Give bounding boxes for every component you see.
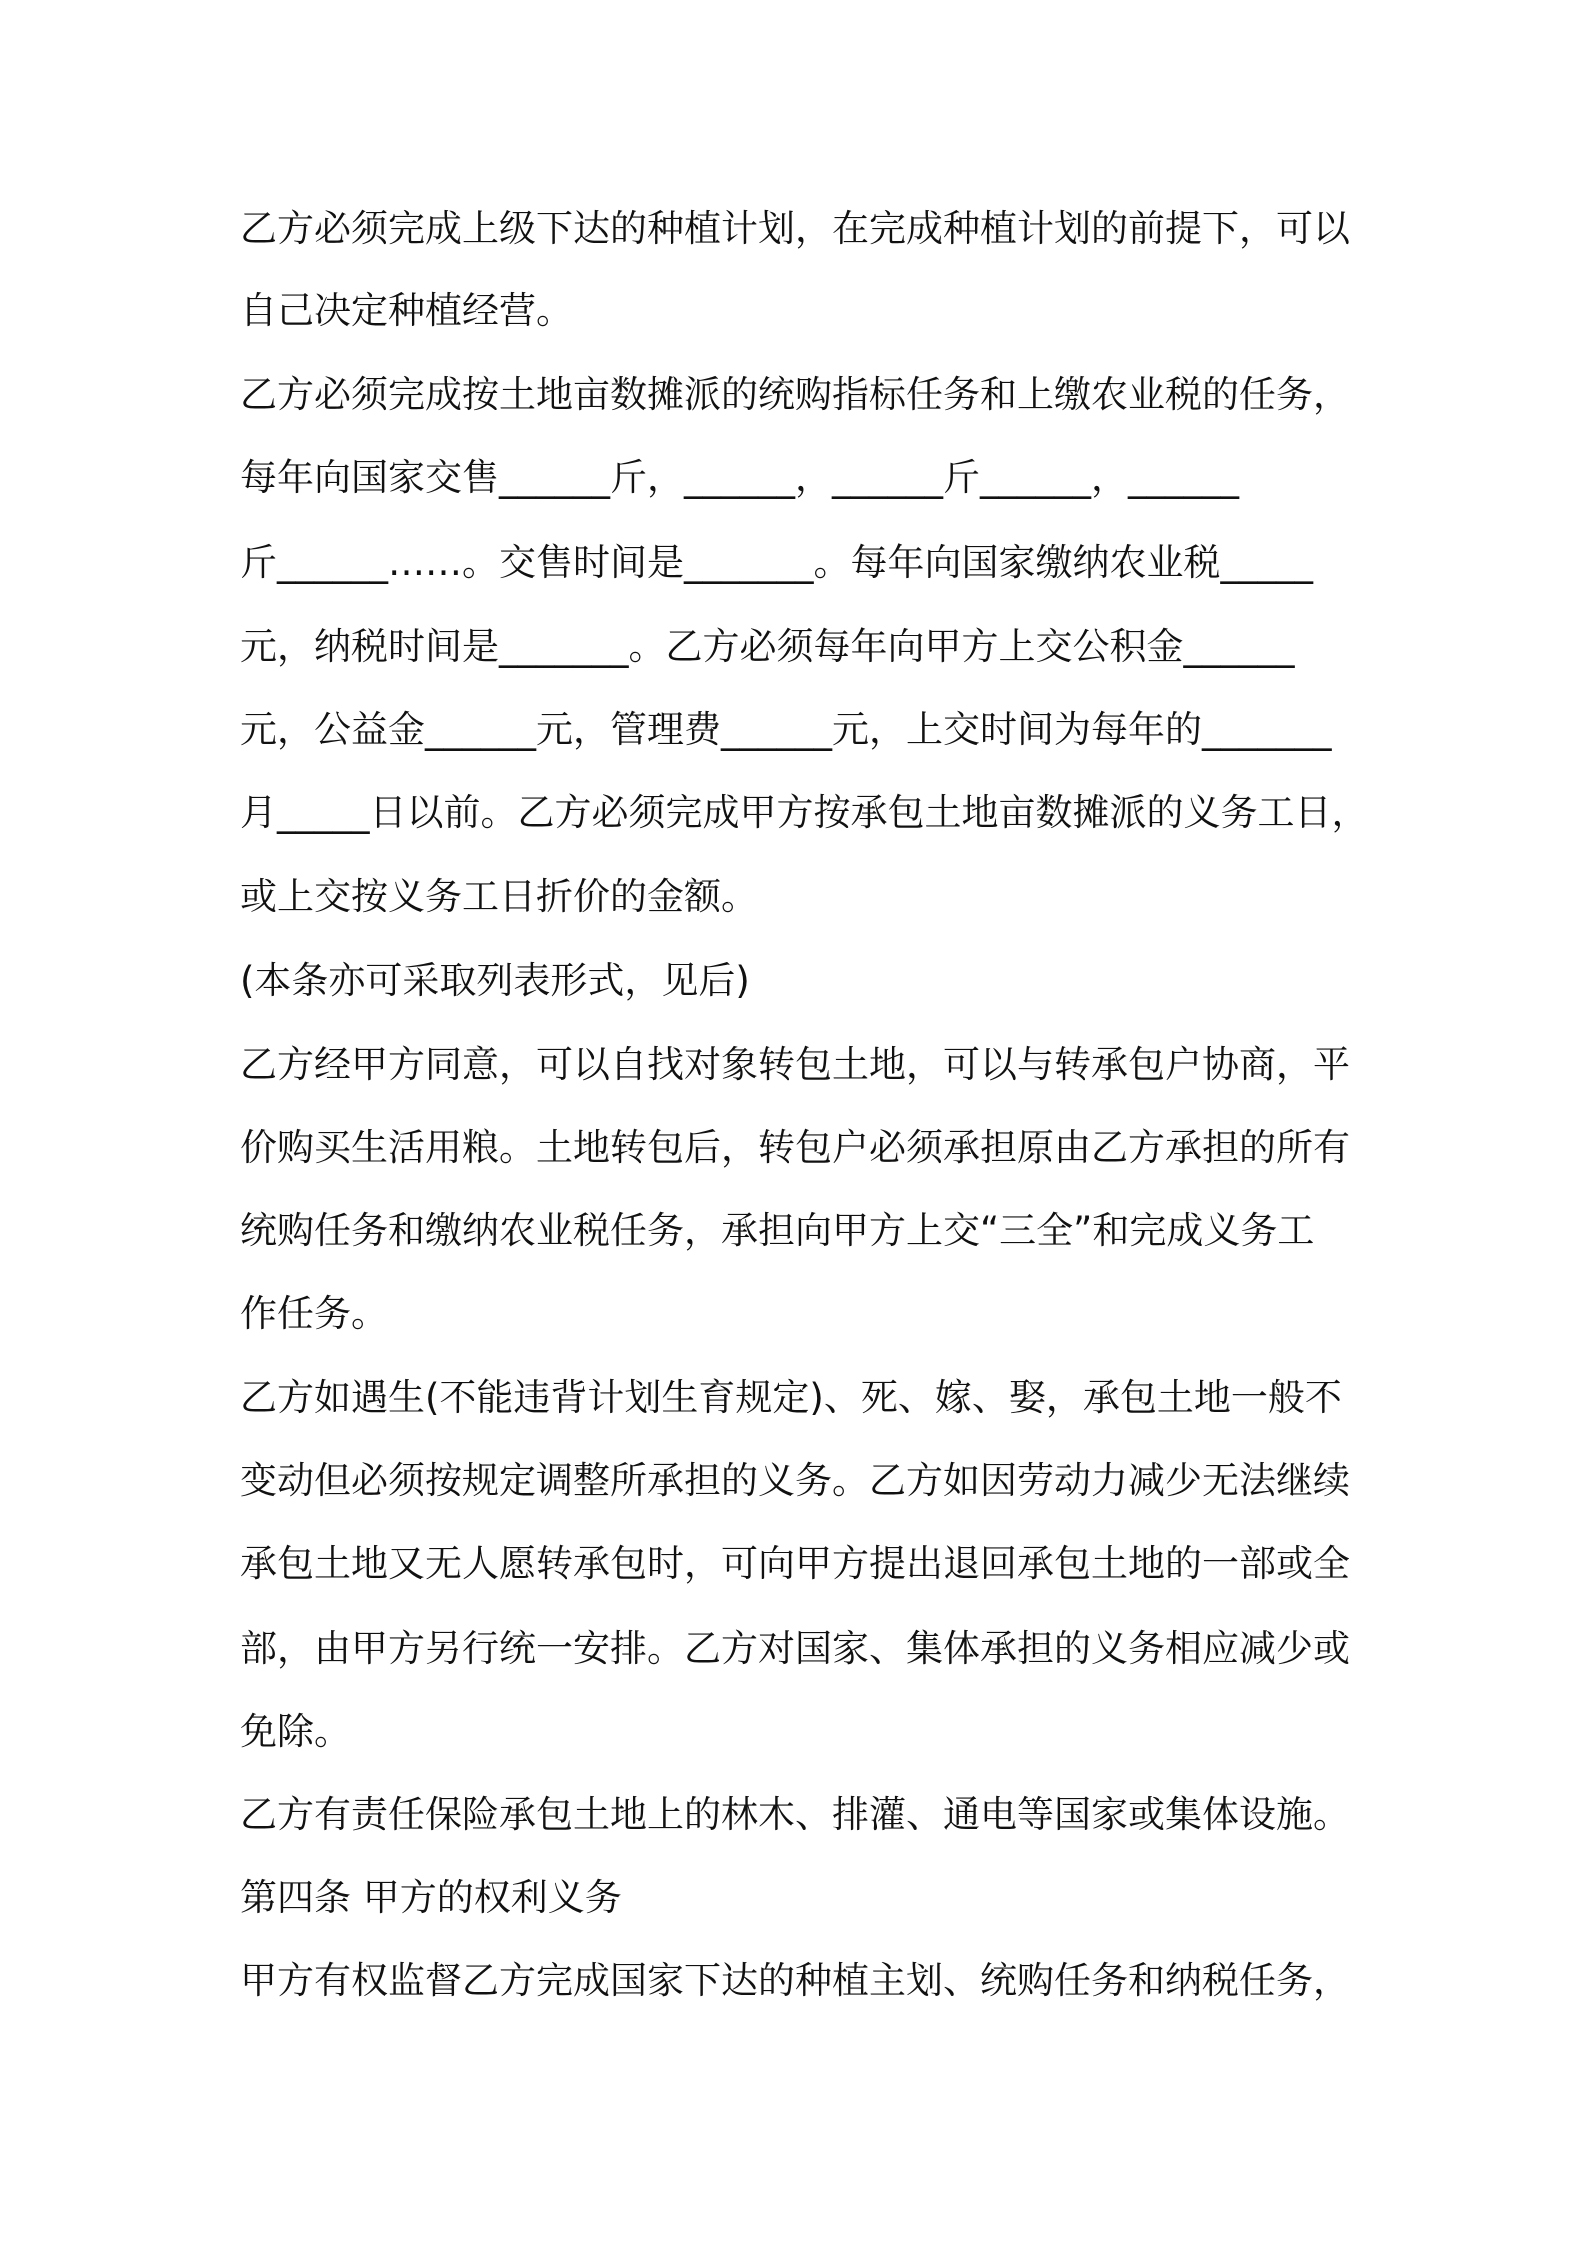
text-line: 月_____日以前。乙方必须完成甲方按承包土地亩数摊派的义务工日，: [240, 791, 1369, 834]
text-line: 乙方经甲方同意，可以自找对象转包土地，可以与转承包户协商，平: [240, 1043, 1350, 1086]
text-line: 免除。: [240, 1710, 351, 1753]
text-line: 价购买生活用粮。土地转包后，转包户必须承担原由乙方承担的所有: [240, 1126, 1350, 1169]
text-line: 部，由甲方另行统一安排。乙方对国家、集体承担的义务相应减少或: [240, 1627, 1350, 1670]
text-line: 乙方如遇生(不能违背计划生育规定)、死、嫁、娶，承包土地一般不: [240, 1376, 1342, 1419]
text-line: 自己决定种植经营。: [240, 289, 573, 332]
text-line: 元，纳税时间是_______。乙方必须每年向甲方上交公积金______: [240, 625, 1295, 668]
text-line: 甲方有权监督乙方完成国家下达的种植主划、统购任务和纳税任务，: [240, 1959, 1350, 2002]
text-line: 变动但必须按规定调整所承担的义务。乙方如因劳动力减少无法继续: [240, 1459, 1350, 1502]
text-line: 统购任务和缴纳农业税任务，承担向甲方上交“三全”和完成义务工: [240, 1209, 1315, 1252]
section-heading: 第四条 甲方的权利义务: [240, 1876, 622, 1919]
text-line: 每年向国家交售______斤，______，______斤______，______: [240, 456, 1239, 499]
text-line: 斤______……。交售时间是_______。每年向国家缴纳农业税_____: [240, 541, 1313, 584]
text-line: 乙方必须完成上级下达的种植计划，在完成种植计划的前提下，可以: [240, 207, 1350, 250]
text-line: (本条亦可采取列表形式，见后): [240, 959, 750, 1002]
text-line: 乙方必须完成按土地亩数摊派的统购指标任务和上缴农业税的任务，: [240, 373, 1350, 416]
text-line: 承包土地又无人愿转承包时，可向甲方提出退回承包土地的一部或全: [240, 1542, 1350, 1585]
text-line: 作任务。: [240, 1292, 388, 1335]
text-line: 乙方有责任保险承包土地上的林木、排灌、通电等国家或集体设施。: [240, 1793, 1350, 1836]
text-line: 元，公益金______元，管理费______元，上交时间为每年的_______: [240, 708, 1332, 751]
text-line: 或上交按义务工日折价的金额。: [240, 875, 758, 918]
